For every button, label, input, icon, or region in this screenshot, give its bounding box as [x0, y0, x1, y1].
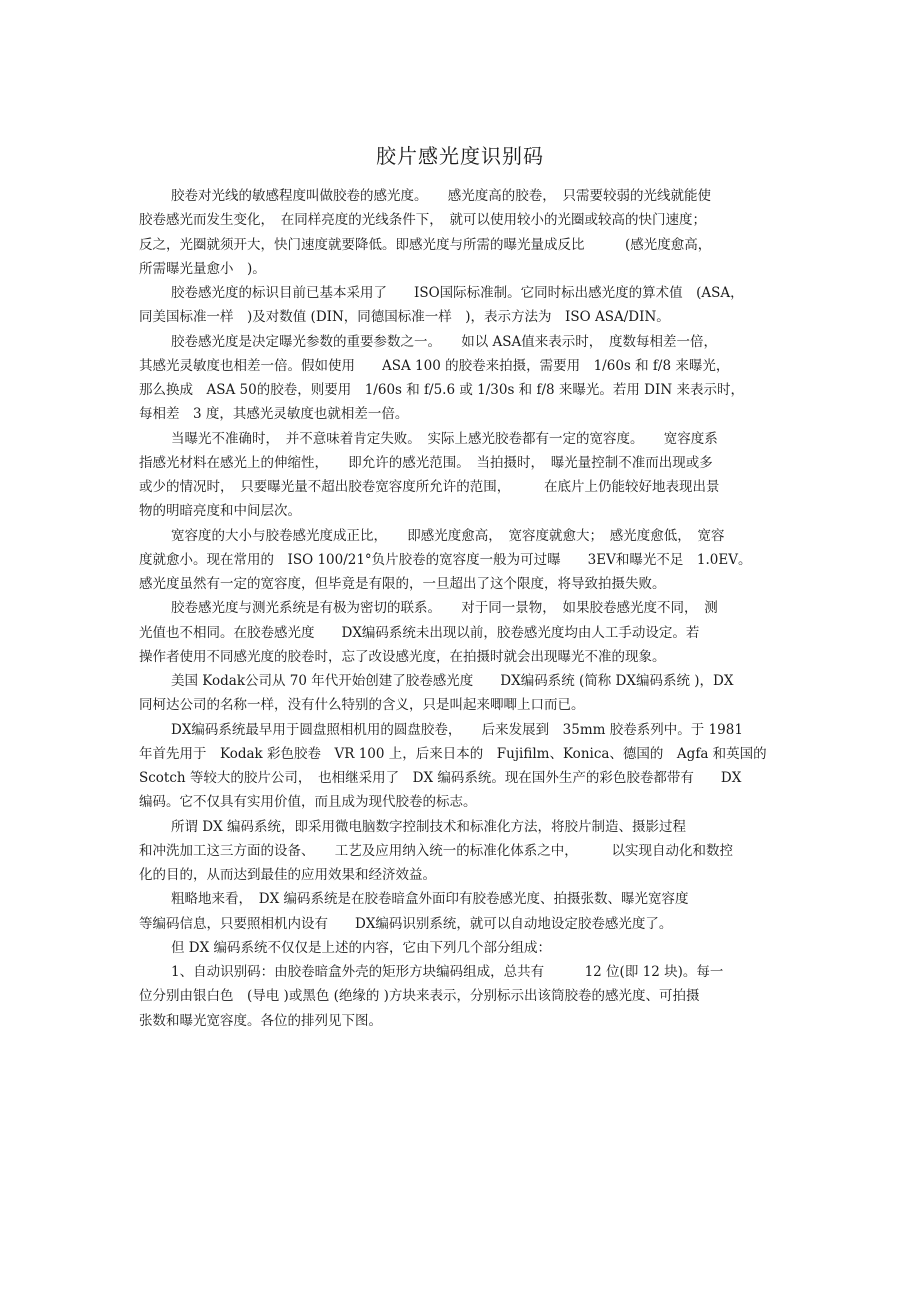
- text-line: Scotch 等较大的胶片公司， 也相继采用了 DX 编码系统。现在国外生产的彩色胶卷都带有 DX: [139, 770, 742, 786]
- text-line: 胶卷感光度的标识目前已基本采用了 ISO国际标准制。它同时标出感光度的算术值 (ASA，: [171, 285, 744, 301]
- text-line: 所需曝光量愈小 )。: [139, 260, 266, 277]
- text-line: 年首先用于 Kodak 彩色胶卷 VR 100 上，后来日本的 Fujifilm、Konica、德国的 Agfa 和英国的: [139, 745, 767, 762]
- text-line: 物的明暗亮度和中间层次。: [139, 503, 301, 520]
- text-line: 胶卷对光线的敏感程度叫做胶卷的感光度。 感光度高的胶卷， 只需要较弱的光线就能使: [171, 188, 711, 204]
- text-line: 化的目的，从而达到最佳的应用效果和经济效益。: [139, 867, 436, 883]
- text-line: 1、自动识别码：由胶卷暗盒外壳的矩形方块编码组成，总共有 12 位(即 12 块)。每一: [171, 964, 724, 980]
- text-line: 指感光材料在感光上的伸缩性， 即允许的感光范围。 当拍摄时， 曝光量控制不准而出现或多: [139, 454, 713, 471]
- text-line: 但 DX 编码系统不仅仅是上述的内容，它由下列几个部分组成：: [171, 939, 552, 956]
- text-line: 胶卷感光度与测光系统是有极为密切的联系。 对于同一景物， 如果胶卷感光度不同， 测: [171, 600, 718, 617]
- text-line: 光值也不相同。在胶卷感光度 DX编码系统未出现以前，胶卷感光度均由人工手动设定。若: [139, 624, 700, 641]
- text-line: 胶卷感光而发生变化， 在同样亮度的光线条件下， 就可以使用较小的光圈或较高的快门速度；: [139, 212, 706, 229]
- text-line: 同柯达公司的名称一样，没有什么特别的含义，只是叫起来唧唧上口而已。: [139, 697, 585, 714]
- document-body: [139, 184, 789, 1033]
- text-line: DX编码系统最早用于圆盘照相机用的圆盘胶卷， 后来发展到 35mm 胶卷系列中。于 1981: [171, 721, 743, 738]
- text-line: 粗略地来看， DX 编码系统是在胶卷暗盒外面印有胶卷感光度、拍摄张数、曝光宽容度: [171, 891, 689, 908]
- text-line: 或少的情况时， 只要曝光量不超出胶卷宽容度所允许的范围， 在底片上仍能较好地表现出景: [139, 479, 720, 495]
- text-line: 当曝光不准确时， 并不意味着肯定失败。 实际上感光胶卷都有一定的宽容度。 宽容度系: [171, 430, 718, 447]
- document-title: 胶片感光度识别码: [376, 144, 544, 168]
- text-line: 度就愈小。现在常用的 ISO 100/21°负片胶卷的宽容度一般为可过曝 3EV和曝光不足 1.0EV。: [139, 551, 752, 568]
- text-line: 其感光灵敏度也相差一倍。假如使用 ASA 100 的胶卷来拍摄，需要用 1/60s 和 f/8 来曝光，: [139, 357, 730, 374]
- text-line: 胶卷感光度是决定曝光参数的重要参数之一。 如以 ASA值来表示时， 度数每相差一倍，: [171, 333, 718, 350]
- text-line: 和冲洗加工这三方面的设备、 工艺及应用纳入统一的标准化体系之中， 以实现自动化和数控: [139, 842, 733, 859]
- text-line: 宽容度的大小与胶卷感光度成正比， 即感光度愈高， 宽容度就愈大； 感光度愈低， 宽容: [171, 527, 725, 544]
- text-line: 张数和曝光宽容度。各位的排列见下图。: [139, 1012, 382, 1029]
- text-line: 操作者使用不同感光度的胶卷时，忘了改设感光度，在拍摄时就会出现曝光不准的现象。: [139, 648, 666, 665]
- text-line: 等编码信息，只要照相机内设有 DX编码识别系统，就可以自动地设定胶卷感光度了。: [139, 915, 673, 932]
- text-line: 所谓 DX 编码系统，即采用微电脑数字控制技术和标准化方法，将胶片制造、摄影过程: [171, 818, 687, 835]
- text-line: 那么换成 ASA 50的胶卷，则要用 1/60s 和 f/5.6 或 1/30s 和 f/8 来曝光。若用 DIN 来表示时，: [139, 382, 744, 398]
- text-line: 感光度虽然有一定的宽容度，但毕竟是有限的，一旦超出了这个限度，将导致拍摄失败。: [139, 576, 666, 592]
- text-line: 编码。它不仅具有实用价值，而且成为现代胶卷的标志。: [139, 794, 477, 811]
- text-line: 同美国标准一样 )及对数值 (DIN，同德国标准一样 )，表示方法为 ISO ASA/DIN。: [139, 309, 670, 326]
- text-line: 位分别由银白色 (导电 )或黑色 (绝缘的 )方块来表示，分别标示出该筒胶卷的感光度、可拍摄: [139, 988, 700, 1005]
- text-line: 美国 Kodak公司从 70 年代开始创建了胶卷感光度 DX编码系统 (简称 DX编码系统 )，DX: [171, 673, 734, 689]
- text-line: 每相差 3 度，其感光灵敏度也就相差一倍。: [139, 406, 409, 423]
- text-line: 反之，光圈就须开大，快门速度就要降低。即感光度与所需的曝光量成反比 (感光度愈高，: [139, 236, 712, 253]
